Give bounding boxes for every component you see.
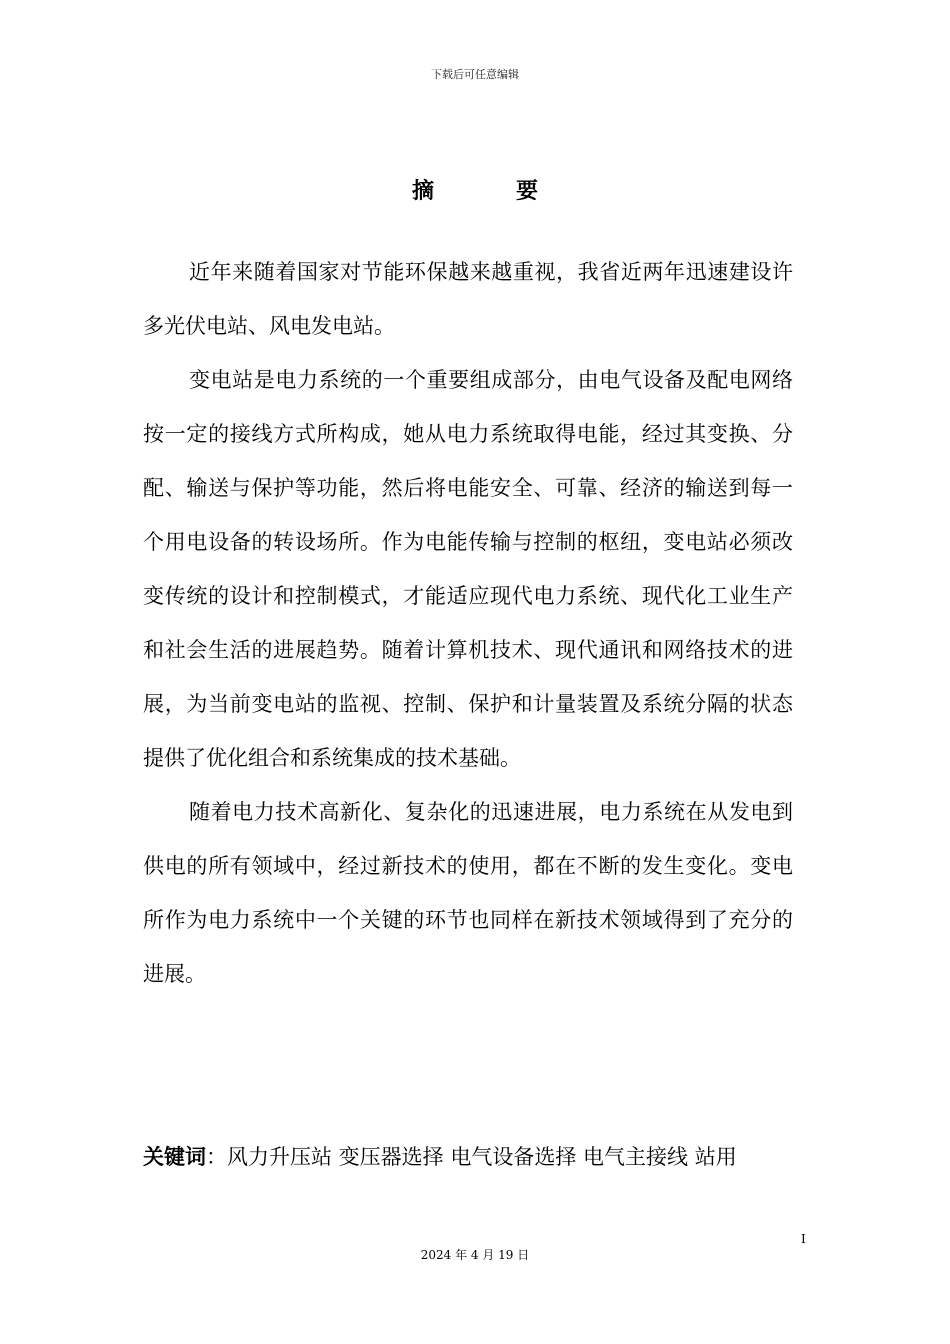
- keywords-line: [143, 1140, 823, 1174]
- header-note: 下载后可任意编辑: [431, 68, 519, 81]
- keywords-label: 关键词: [143, 1145, 206, 1169]
- abstract-paragraph-2: 变电站是电力系统的一个重要组成部分，由电气设备及配电网络按一定的接线方式所构成，她从电力系统取得电能，经过其变换、分配、输送与保护等功能，然后将电能安全、可靠、经济的输送到每一个用电设备的转设场所。作为电能传输与控制的枢纽，变电站必须改变传统的设计和控制模式，才能适应现代电力系统、现代化工业生产和社会生活的进展趋势。随着计算机技术、现代通讯和网络技术的进展，为当前变电站的监视、控制、保护和计量装置及系统分隔的状态提供了优化组合和系统集成的技术基础。: [143, 368, 793, 770]
- keywords-list: 风力升压站 变压器选择 电气设备选择 电气主接线 站用: [227, 1145, 737, 1169]
- abstract-body: [143, 245, 793, 1001]
- abstract-paragraph-3: 随着电力技术高新化、复杂化的迅速进展，电力系统在从发电到供电的所有领域中，经过新技术的使用，都在不断的发生变化。变电所作为电力系统中一个关键的环节也同样在新技术领域得到了充分的进展。: [143, 800, 793, 986]
- page-number: I: [801, 1232, 806, 1246]
- keywords-separator: ：: [206, 1145, 227, 1169]
- abstract-paragraph-1: 近年来随着国家对节能环保越来越重视，我省近两年迅速建设许多光伏电站、风电发电站。: [143, 260, 793, 338]
- abstract-title: 摘 要: [411, 179, 568, 204]
- footer-date: 2024 年 4 月 19 日: [420, 1248, 530, 1262]
